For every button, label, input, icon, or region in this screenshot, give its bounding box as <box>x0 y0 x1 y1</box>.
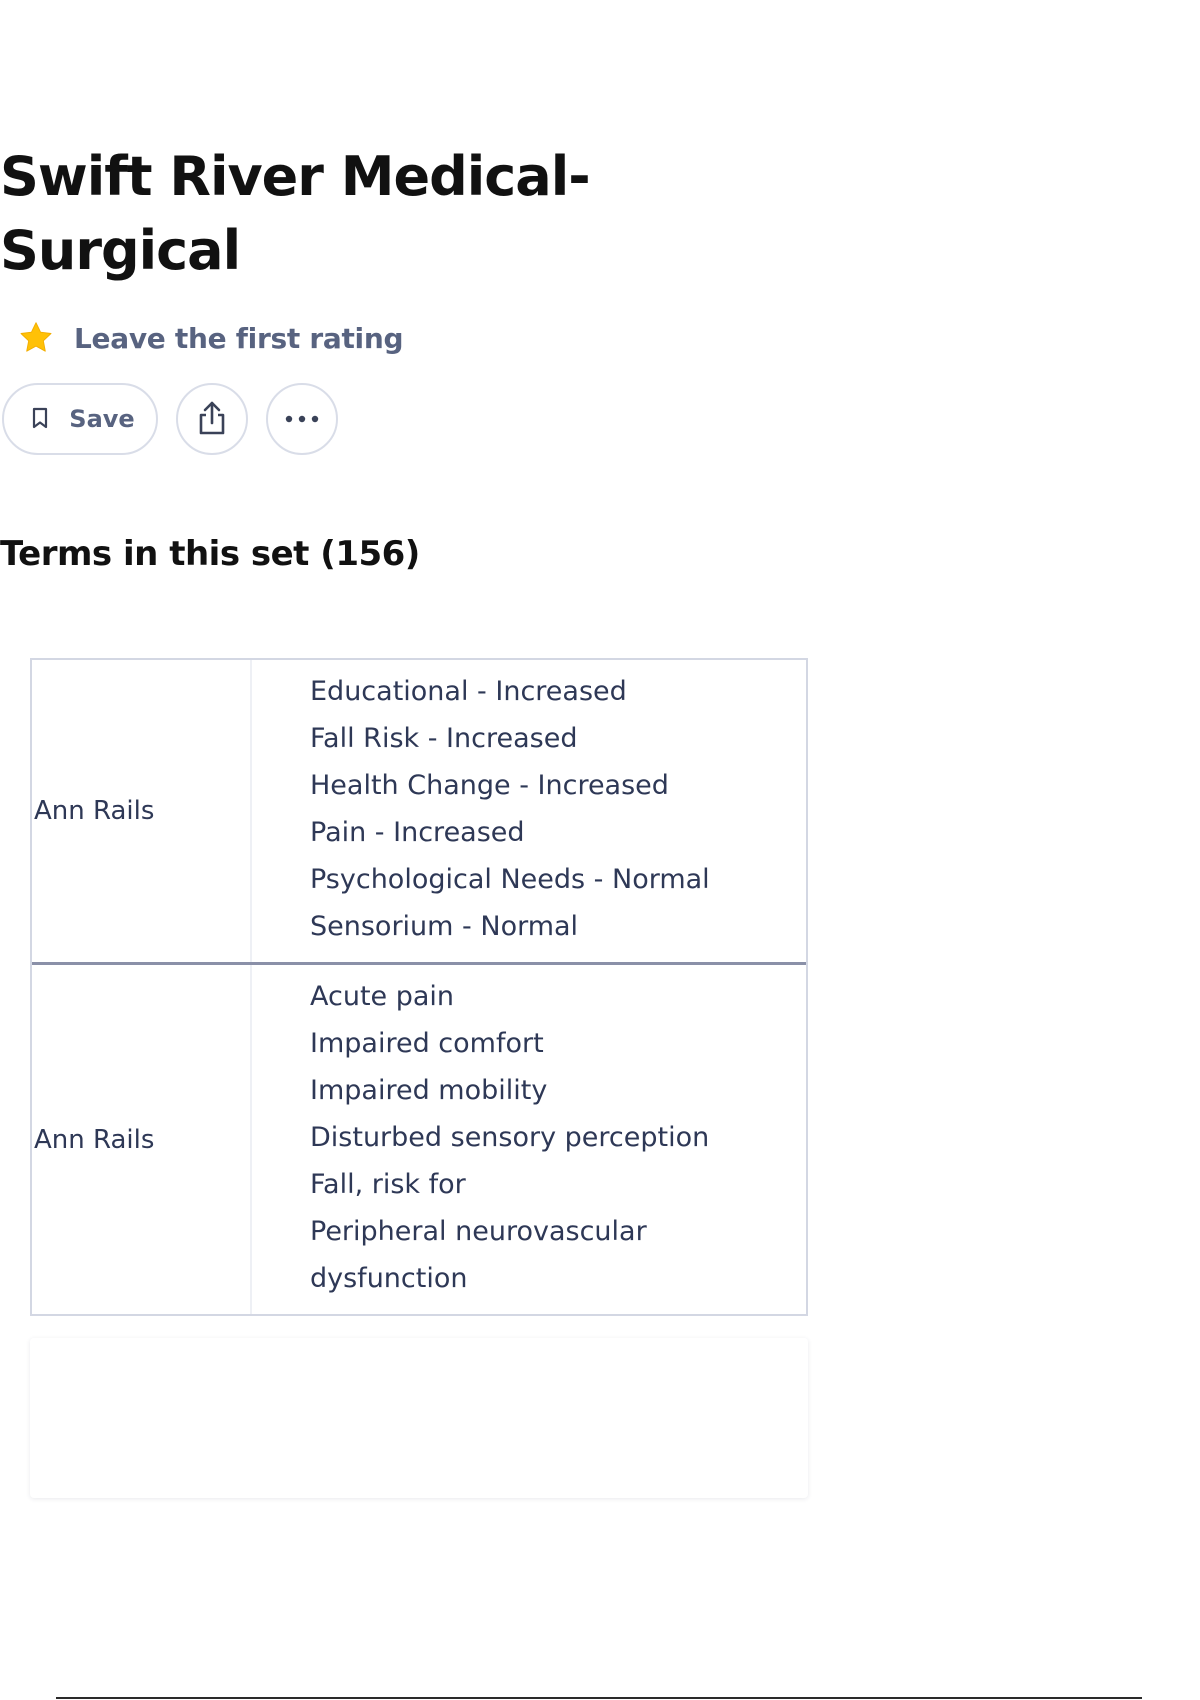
definition-line: Health Change - Increased <box>310 770 669 801</box>
save-button[interactable] <box>2 383 158 455</box>
more-options-button[interactable] <box>266 383 338 455</box>
terms-table <box>30 658 808 1316</box>
definition-line: dysfunction <box>310 1263 468 1294</box>
term-row[interactable] <box>32 962 806 1314</box>
definition-line: Acute pain <box>310 981 455 1012</box>
definition-line: Pain - Increased <box>310 817 525 848</box>
bookmark-icon <box>29 406 51 433</box>
definition-line: Fall Risk - Increased <box>310 723 578 754</box>
term-row[interactable] <box>32 660 806 962</box>
term-definition <box>252 965 709 1314</box>
definition-line: Psychological Needs - Normal <box>310 864 710 895</box>
more-icon <box>284 412 320 427</box>
definition-line: Fall, risk for <box>310 1169 466 1200</box>
definition-line: Disturbed sensory perception <box>310 1122 710 1153</box>
definition-line: Impaired comfort <box>310 1028 544 1059</box>
share-button[interactable] <box>176 383 248 455</box>
definition-line: Educational - Increased <box>310 676 627 707</box>
term-word: Ann Rails <box>32 965 252 1314</box>
rating-row[interactable] <box>18 318 403 358</box>
page-title: Swift River Medical-Surgical <box>0 145 590 282</box>
blank-term-card <box>30 1338 808 1498</box>
save-label: Save <box>69 405 135 433</box>
term-word: Ann Rails <box>32 660 252 962</box>
terms-heading: Terms in this set (156) <box>0 534 420 574</box>
definition-line: Sensorium - Normal <box>310 911 579 942</box>
definition-line: Peripheral neurovascular <box>310 1216 647 1247</box>
share-icon <box>195 399 229 440</box>
definition-line: Impaired mobility <box>310 1075 548 1106</box>
term-definition <box>252 660 710 962</box>
star-icon <box>18 320 54 356</box>
divider <box>56 1697 1142 1699</box>
rating-link[interactable]: Leave the first rating <box>74 321 404 355</box>
action-buttons <box>2 383 338 455</box>
